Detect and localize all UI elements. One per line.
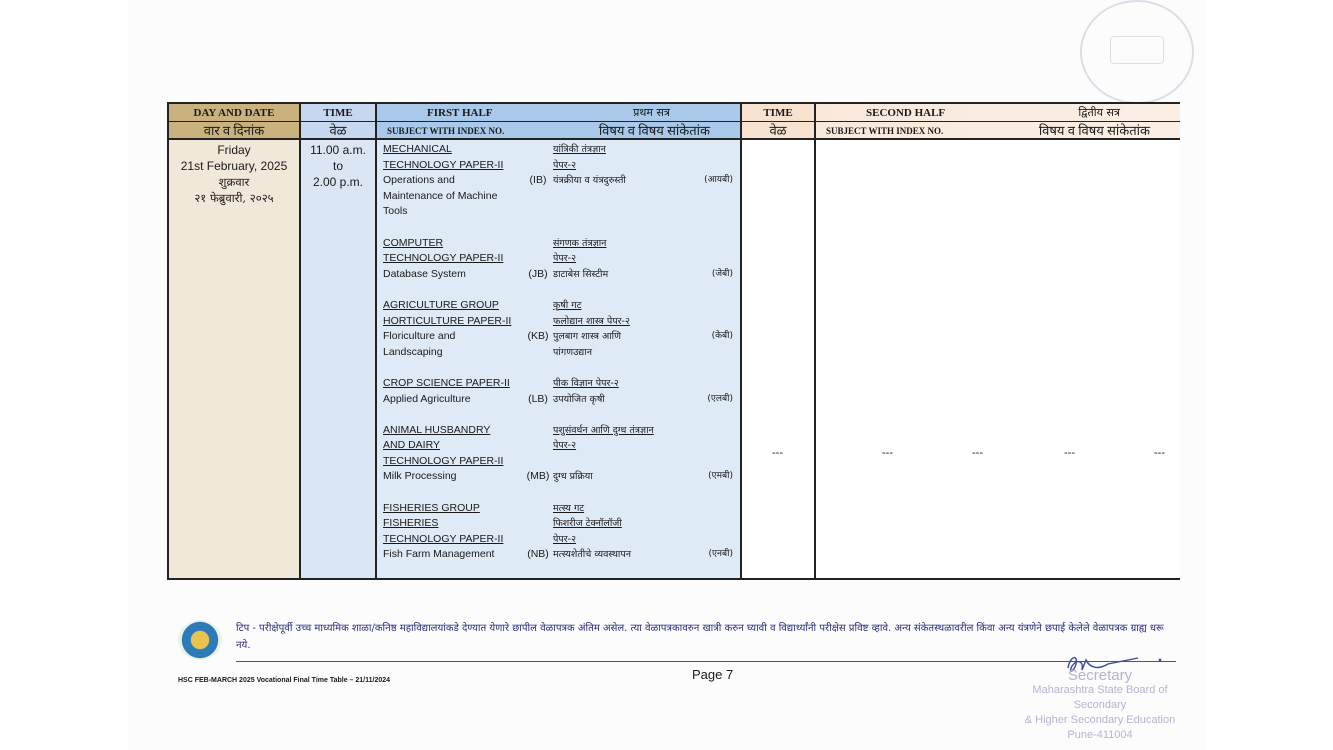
second-half-column — [816, 104, 1180, 578]
subject-group — [383, 236, 734, 283]
date-en: 21st February, 2025 — [180, 159, 288, 173]
subject-row — [383, 173, 734, 189]
time-start: 11.00 a.m. — [310, 143, 366, 157]
subject-row — [383, 298, 734, 314]
index-code-mr — [693, 423, 733, 439]
index-code — [523, 204, 553, 220]
time-to: to — [332, 159, 343, 173]
second-half-mr: द्वितीय सत्र — [1078, 106, 1120, 119]
day-date-column — [169, 104, 301, 578]
subject-row — [383, 142, 734, 158]
index-code-mr: (एनबी) — [708, 549, 733, 560]
subject-list — [383, 142, 734, 579]
first-half-header — [377, 104, 740, 122]
index-code — [523, 142, 553, 158]
subject-name: AND DAIRY — [383, 439, 440, 452]
index-code-mr: (जेबी) — [711, 268, 733, 279]
subject-name: FISHERIES GROUP — [383, 501, 480, 514]
index-code-mr — [693, 345, 733, 361]
subject-name-mr: यंत्रक्रीया व यंत्रदुरुस्ती — [553, 175, 626, 187]
index-code-mr — [693, 438, 733, 454]
time-header-mr: वेळ — [301, 122, 375, 140]
subject-row — [383, 158, 734, 174]
index-code-mr — [693, 532, 733, 548]
index-code — [523, 438, 553, 454]
timetable — [167, 102, 1180, 580]
subject-name: TECHNOLOGY PAPER-II — [383, 532, 504, 545]
subject-row — [383, 251, 734, 267]
subject-group — [383, 501, 734, 563]
subject-name: Maintenance of Machine — [383, 189, 498, 202]
subject-name: Landscaping — [383, 345, 443, 358]
index-code-mr — [693, 454, 733, 470]
subject-group — [383, 376, 734, 407]
empty-dash: --- — [882, 447, 893, 459]
index-code-mr — [693, 204, 733, 220]
index-code — [523, 501, 553, 517]
subject-name-mr: यांत्रिकी तंत्रज्ञान — [553, 144, 606, 155]
signature-line: & Higher Secondary Education — [1024, 714, 1176, 726]
index-code — [523, 454, 553, 470]
subject-row — [383, 345, 734, 361]
index-code: (NB) — [527, 548, 549, 561]
empty-dash: --- — [972, 447, 983, 459]
subject-name: CROP SCIENCE PAPER-II — [383, 376, 510, 389]
index-code-mr — [693, 142, 733, 158]
subject-row — [383, 314, 734, 330]
subject-row — [383, 532, 734, 548]
subject-name-mr: मत्स्यशेतीचे व्यवस्थापन — [553, 549, 632, 561]
index-code: (KB) — [527, 330, 549, 343]
index-code-mr — [693, 189, 733, 205]
board-logo-icon — [178, 620, 222, 660]
first-half-column — [377, 104, 742, 578]
subject-name-mr — [553, 454, 693, 470]
index-code-mr — [693, 158, 733, 174]
subject-name-mr — [553, 189, 693, 205]
index-code — [523, 298, 553, 314]
subject-name: Milk Processing — [383, 470, 457, 483]
subject-row — [383, 236, 734, 252]
subject-row — [383, 454, 734, 470]
time-end: 2.00 p.m. — [312, 175, 364, 189]
subject-name: Operations and — [383, 174, 455, 187]
subject-name: TECHNOLOGY PAPER-II — [383, 158, 504, 171]
subject-group — [383, 423, 734, 485]
day-en: Friday — [217, 143, 251, 157]
subject-row — [383, 204, 734, 220]
signature-title: Secretary — [1067, 667, 1133, 684]
exam-time — [301, 142, 375, 190]
subject-row — [383, 438, 734, 454]
subject-name: Database System — [383, 267, 466, 280]
document-reference: HSC FEB-MARCH 2025 Vocational Final Time Table – 21/11/2024 — [178, 677, 391, 684]
day-date-header-mr: वार व दिनांक — [169, 122, 299, 140]
subject-name-mr: कृषी गट — [553, 299, 582, 311]
second-half-en: SECOND HALF — [866, 107, 946, 119]
subject-row — [383, 392, 734, 408]
subject-name: HORTICULTURE PAPER-II — [383, 314, 512, 327]
second-subject-index-header — [816, 122, 1180, 140]
index-code-mr: (एलबी) — [707, 393, 733, 404]
time-column — [301, 104, 377, 578]
second-time-header: TIME — [742, 104, 814, 122]
subject-row — [383, 547, 734, 563]
subject-name-mr: पेपर-२ — [553, 440, 577, 452]
empty-time-dash: --- — [772, 447, 783, 459]
subject-name-mr: फलोद्यान शास्त्र पेपर-२ — [553, 315, 630, 327]
empty-dash: --- — [1154, 447, 1165, 459]
index-code: (LB) — [528, 392, 548, 405]
day-mr: शुक्रवार — [218, 175, 250, 189]
subject-row — [383, 516, 734, 532]
subject-name: AGRICULTURE GROUP — [383, 298, 499, 311]
exam-date — [169, 142, 299, 206]
index-code-mr — [693, 516, 733, 532]
index-code — [523, 516, 553, 532]
first-half-mr: प्रथम सत्र — [633, 106, 670, 119]
empty-dash: --- — [1064, 447, 1075, 459]
second-subject-index-mr: विषय व विषय सांकेतांक — [1038, 123, 1150, 138]
subject-name: MECHANICAL — [383, 143, 452, 155]
index-code — [523, 423, 553, 439]
subject-name: Tools — [383, 205, 408, 218]
page-number: Page 7 — [692, 667, 734, 682]
index-code: (MB) — [526, 470, 550, 483]
subject-row — [383, 501, 734, 517]
subject-name-mr: पशुसंवर्धन आणि दुग्ध तंत्रज्ञान — [553, 424, 654, 436]
subject-name: Fish Farm Management — [383, 548, 495, 561]
index-code — [523, 314, 553, 330]
index-code-mr — [693, 314, 733, 330]
index-code-mr — [693, 251, 733, 267]
subject-index-en: SUBJECT WITH INDEX NO. — [387, 126, 505, 136]
subject-name: TECHNOLOGY PAPER-II — [383, 252, 504, 265]
second-time-header-mr: वेळ — [742, 122, 814, 140]
index-code-mr: (केबी) — [711, 331, 733, 342]
subject-row — [383, 469, 734, 485]
subject-name-mr: उपयोजित कृषी — [553, 393, 605, 405]
index-code — [523, 189, 553, 205]
index-code-mr — [693, 376, 733, 392]
subject-index-mr: विषय व विषय सांकेतांक — [598, 123, 710, 138]
index-code-mr: (आयबी) — [704, 175, 733, 186]
subject-name-mr: मत्स्य गट — [553, 502, 585, 514]
subject-group — [383, 142, 734, 220]
subject-name-mr: पीक विज्ञान पेपर-२ — [553, 377, 619, 389]
second-half-header — [816, 104, 1180, 122]
signature-block — [1010, 668, 1190, 743]
index-code — [523, 158, 553, 174]
index-code — [523, 345, 553, 361]
subject-row — [383, 423, 734, 439]
subject-name: Applied Agriculture — [383, 392, 471, 405]
day-date-header: DAY AND DATE — [169, 104, 299, 122]
subject-name-mr: दुग्ध प्रक्रिया — [553, 471, 593, 483]
second-time-column — [742, 104, 816, 578]
index-code — [523, 236, 553, 252]
time-header: TIME — [301, 104, 375, 122]
subject-name-mr: पेपर-२ — [553, 159, 577, 171]
index-code-mr — [693, 236, 733, 252]
subject-index-header — [377, 122, 740, 140]
subject-name-mr: पेपर-२ — [553, 253, 577, 265]
date-mr: २१ फेब्रुवारी, २०२५ — [194, 191, 274, 205]
subject-group — [383, 298, 734, 360]
index-code-mr — [693, 298, 733, 314]
subject-name-mr: फिशरीज टेक्नॉलॉजी — [553, 518, 622, 530]
index-code-mr — [693, 501, 733, 517]
subject-name-mr: पेपर-२ — [553, 533, 577, 545]
signature-line: Pune-411004 — [1067, 729, 1133, 741]
subject-name: Floriculture and — [383, 330, 456, 343]
index-code: (JB) — [528, 267, 548, 280]
subject-name-mr: डाटाबेस सिस्टीम — [553, 268, 609, 280]
subject-row — [383, 376, 734, 392]
subject-name: TECHNOLOGY PAPER-II — [383, 454, 504, 467]
subject-name: FISHERIES — [383, 517, 439, 530]
index-code — [523, 376, 553, 392]
subject-name-mr — [553, 204, 693, 220]
footer-note: टिप - परीक्षेपूर्वी उच्च माध्यमिक शाळा/कनिष्ठ महाविद्यालयांकडे देण्यात येणारे छापील वेळापत्रक अंतिम असेल. त्या वेळापत्रकावरुन खात्री करुन घ्यावी व विद्यार्थ्यांनी परीक्षेस प्रविष्ट व्हावे. अन्य संकेतस्थळावरील किंवा अन्य यंत्रणेने छपाई केलेले वेळापत्रक ग्राह्य धरू नये. — [236, 623, 1164, 651]
subject-name-mr: पुलबाग शास्त्र आणि — [553, 331, 622, 343]
subject-name: COMPUTER — [383, 236, 444, 249]
subject-row — [383, 329, 734, 345]
index-code — [523, 251, 553, 267]
subject-name-mr: संगणक तंत्रज्ञान — [553, 237, 607, 249]
index-code — [523, 532, 553, 548]
subject-name-mr: पांगणउद्यान — [553, 346, 592, 358]
footer-divider — [236, 661, 1176, 662]
subject-name: ANIMAL HUSBANDRY — [383, 423, 491, 436]
first-half-en: FIRST HALF — [427, 107, 493, 119]
signature-line: Maharashtra State Board of Secondary — [1032, 684, 1168, 711]
index-code-mr: (एमबी) — [708, 471, 733, 482]
subject-row — [383, 267, 734, 283]
second-subject-index-en: SUBJECT WITH INDEX NO. — [826, 126, 944, 136]
subject-row — [383, 189, 734, 205]
board-seal-stamp — [1080, 0, 1194, 104]
index-code: (IB) — [529, 174, 547, 187]
